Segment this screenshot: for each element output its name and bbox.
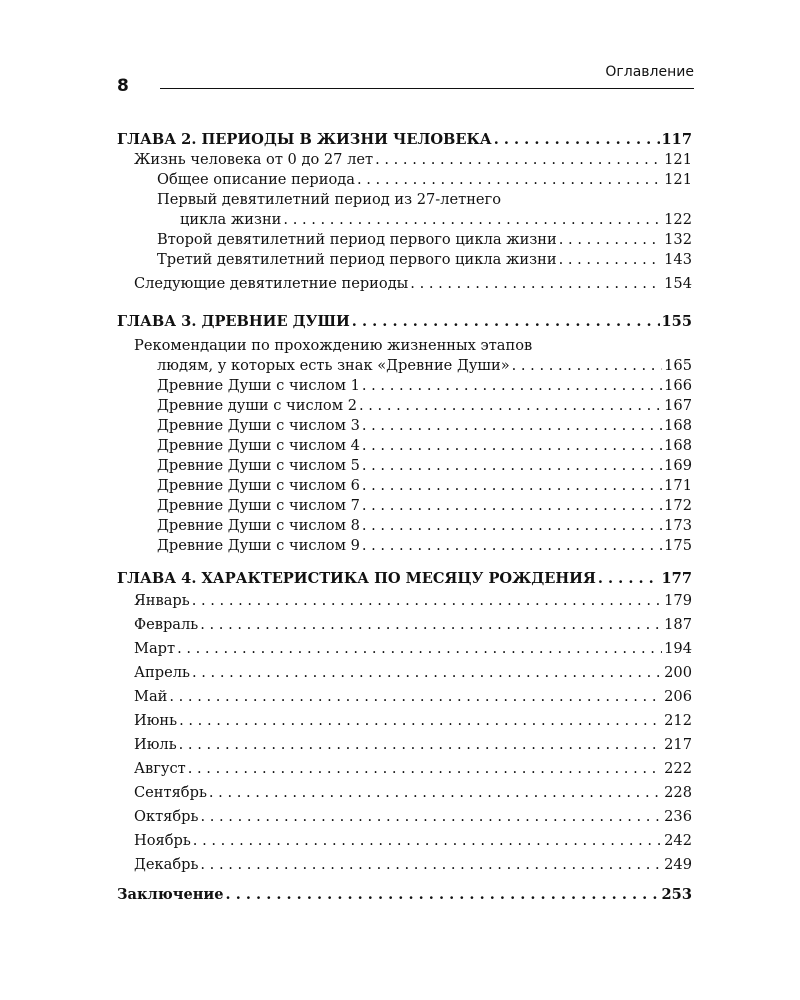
toc-leader — [362, 516, 662, 536]
toc-entry — [117, 685, 692, 709]
toc-title: Древние Души с числом 7 — [157, 497, 360, 514]
toc-entry — [117, 733, 692, 757]
toc-title-line: Первый девятилетний период из 27-летнего — [157, 191, 501, 208]
toc-page: 172 — [664, 497, 692, 514]
months-list — [117, 589, 692, 877]
toc-title: Ноябрь — [134, 832, 191, 849]
toc-leader — [362, 376, 662, 396]
toc-entry — [117, 250, 692, 270]
toc-leader — [362, 536, 662, 556]
toc-leader — [352, 312, 660, 332]
toc-title: Август — [134, 760, 186, 777]
toc-page: 236 — [664, 808, 692, 825]
toc-page: 228 — [664, 784, 692, 801]
toc-title: цикла жизни — [180, 211, 282, 228]
toc-leader — [359, 396, 662, 416]
toc-page: 168 — [664, 437, 692, 454]
toc-title: Древние Души с числом 6 — [157, 477, 360, 494]
toc-leader — [598, 569, 660, 589]
toc-leader — [209, 781, 662, 805]
toc-entry — [117, 757, 692, 781]
toc-title: Третий девятилетний период первого цикла жизни — [157, 251, 557, 268]
running-header-title: Оглавление — [605, 64, 694, 80]
toc-page: 175 — [664, 537, 692, 554]
toc-page: 173 — [664, 517, 692, 534]
toc-entry — [117, 781, 692, 805]
toc-entry — [117, 230, 692, 250]
toc-leader — [494, 130, 660, 150]
toc-entry — [117, 170, 692, 190]
table-of-contents — [117, 130, 692, 905]
toc-title: Заключение — [117, 886, 224, 903]
toc-leader — [362, 476, 662, 496]
toc-leader — [192, 589, 662, 613]
toc-page: 167 — [664, 397, 692, 414]
toc-title: Октябрь — [134, 808, 199, 825]
toc-page: 187 — [664, 616, 692, 633]
toc-title: Древние Души с числом 9 — [157, 537, 360, 554]
toc-title: Апрель — [134, 664, 190, 681]
toc-entry — [117, 516, 692, 536]
toc-entry — [117, 376, 692, 396]
toc-leader — [200, 853, 662, 877]
toc-entry — [117, 274, 692, 294]
toc-chapter-3 — [117, 312, 692, 332]
toc-title: Древние Души с числом 5 — [157, 457, 360, 474]
toc-page: 155 — [661, 313, 692, 330]
toc-leader — [169, 685, 662, 709]
toc-page: 143 — [664, 251, 692, 268]
toc-title: людям, у которых есть знак «Древние Души» — [157, 357, 510, 374]
toc-leader — [188, 757, 662, 781]
toc-leader — [559, 250, 663, 270]
toc-entry — [117, 637, 692, 661]
toc-page: 121 — [664, 151, 692, 168]
toc-leader — [410, 274, 662, 294]
toc-title-line: Рекомендации по прохождению жизненных этапов — [134, 337, 533, 354]
toc-leader — [512, 356, 663, 376]
page-number: 8 — [117, 76, 129, 96]
toc-entry — [117, 356, 692, 376]
toc-entry — [117, 536, 692, 556]
toc-entry — [117, 613, 692, 637]
header-rule — [160, 88, 694, 89]
toc-leader — [179, 733, 662, 757]
toc-title: Общее описание периода — [157, 171, 355, 188]
toc-conclusion — [117, 885, 692, 905]
toc-entry — [117, 416, 692, 436]
toc-title: Древние Души с числом 8 — [157, 517, 360, 534]
toc-page: 179 — [664, 592, 692, 609]
toc-entry — [117, 661, 692, 685]
toc-title: Март — [134, 640, 176, 657]
toc-entry — [117, 709, 692, 733]
toc-title: Древние Души с числом 1 — [157, 377, 360, 394]
toc-leader — [357, 170, 662, 190]
toc-leader — [200, 613, 662, 637]
toc-page: 121 — [664, 171, 692, 188]
toc-title: ГЛАВА 2. ПЕРИОДЫ В ЖИЗНИ ЧЕЛОВЕКА — [117, 131, 492, 148]
toc-page: 132 — [664, 231, 692, 248]
toc-entry — [117, 589, 692, 613]
toc-title: Февраль — [134, 616, 199, 633]
toc-leader — [362, 436, 662, 456]
toc-entry — [117, 829, 692, 853]
toc-leader — [375, 150, 662, 170]
toc-page: 154 — [664, 275, 692, 292]
toc-title: Июнь — [134, 712, 178, 729]
toc-entry — [117, 456, 692, 476]
toc-chapter-4 — [117, 569, 692, 589]
toc-page: 222 — [664, 760, 692, 777]
toc-entry — [117, 396, 692, 416]
toc-leader — [200, 805, 662, 829]
toc-title: Второй девятилетний период первого цикла жизни — [157, 231, 557, 248]
toc-entry — [117, 150, 692, 170]
toc-entry — [117, 805, 692, 829]
toc-leader — [362, 456, 662, 476]
ancient-souls-list — [117, 376, 692, 556]
toc-title: Древние Души с числом 3 — [157, 417, 360, 434]
toc-leader — [179, 709, 662, 733]
toc-page: 117 — [661, 131, 692, 148]
toc-title: Древние души с числом 2 — [157, 397, 357, 414]
toc-title: Жизнь человека от 0 до 27 лет — [134, 151, 374, 168]
toc-page: 253 — [661, 886, 692, 903]
toc-page: 200 — [664, 664, 692, 681]
toc-chapter-2 — [117, 130, 692, 150]
toc-title: Май — [134, 688, 168, 705]
toc-page: 249 — [664, 856, 692, 873]
toc-leader — [193, 829, 662, 853]
toc-entry — [117, 436, 692, 456]
toc-page: 206 — [664, 688, 692, 705]
toc-page: 212 — [664, 712, 692, 729]
toc-leader — [559, 230, 662, 250]
toc-entry — [117, 853, 692, 877]
toc-page: 194 — [664, 640, 692, 657]
toc-title: Декабрь — [134, 856, 199, 873]
toc-page: 242 — [664, 832, 692, 849]
toc-leader — [177, 637, 662, 661]
toc-title: Сентябрь — [134, 784, 207, 801]
toc-page: 169 — [664, 457, 692, 474]
toc-leader — [362, 496, 662, 516]
toc-entry — [117, 496, 692, 516]
toc-title: Древние Души с числом 4 — [157, 437, 360, 454]
toc-title: Январь — [134, 592, 190, 609]
toc-leader — [362, 416, 662, 436]
toc-page: 165 — [664, 357, 692, 374]
toc-page: 217 — [664, 736, 692, 753]
toc-leader — [192, 661, 662, 685]
toc-page: 168 — [664, 417, 692, 434]
toc-title: Июль — [134, 736, 177, 753]
toc-page: 122 — [664, 211, 692, 228]
toc-title: ГЛАВА 3. ДРЕВНИЕ ДУШИ — [117, 313, 350, 330]
toc-title: Следующие девятилетние периоды — [134, 275, 409, 292]
toc-page: 177 — [661, 570, 692, 587]
toc-page: 166 — [664, 377, 692, 394]
toc-leader — [226, 885, 660, 905]
toc-entry — [117, 210, 692, 230]
toc-entry — [117, 476, 692, 496]
toc-page: 171 — [664, 477, 692, 494]
toc-leader — [283, 210, 662, 230]
toc-title: ГЛАВА 4. ХАРАКТЕРИСТИКА ПО МЕСЯЦУ РОЖДЕНИЯ — [117, 570, 596, 587]
